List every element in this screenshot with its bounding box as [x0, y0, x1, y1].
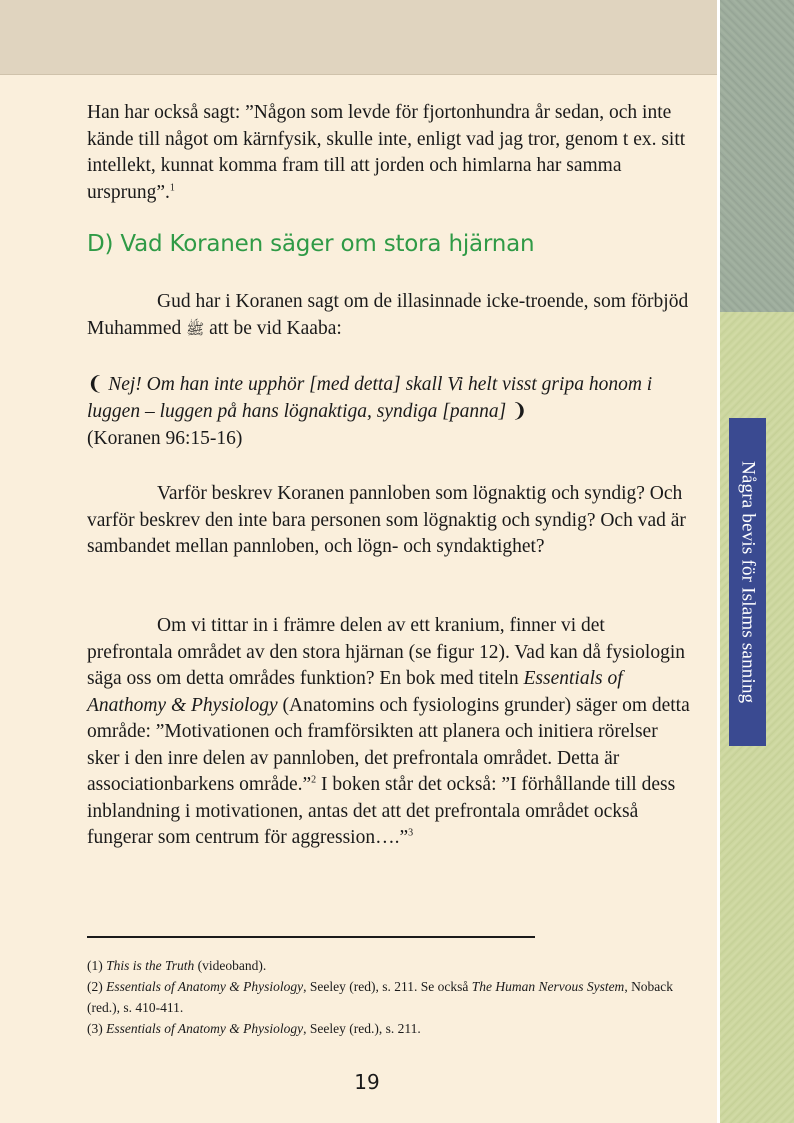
- quote-close-bracket: ❩: [511, 401, 528, 422]
- footnote-ref-3: 3: [408, 827, 414, 839]
- side-divider: [717, 0, 720, 1123]
- footnote-2-title: Essentials of Anatomy & Physiology: [106, 979, 304, 994]
- paragraph-prefrontal: [87, 613, 690, 852]
- top-band: [0, 0, 718, 75]
- quote-text: Nej! Om han inte upphör [med detta] skall Vi helt visst gripa honom i luggen – luggen på hans lögnaktiga, syndiga [panna]: [87, 374, 653, 422]
- paragraph4-part1: Om vi tittar in i främre delen av ett kranium, finner vi det prefrontala området av den stora hjärnan (se figur 12). Vad kan då fysiologin säga oss om detta områdes funktion? En bok med titeln: [87, 615, 685, 689]
- quote-open-bracket: ❨: [87, 374, 104, 395]
- chapter-side-tab: [729, 418, 766, 746]
- honorific-symbol: ﷺ: [186, 321, 205, 338]
- quote-reference: (Koranen 96:15-16): [87, 428, 243, 449]
- footnote-ref-1: 1: [169, 182, 175, 193]
- footnote-1-rest: (videoband).: [194, 958, 267, 973]
- chapter-side-tab-label: Några bevis för Islams sanning: [737, 460, 759, 704]
- footnote-3-num: (3): [87, 1021, 107, 1036]
- footnote-2-num: (2): [87, 979, 107, 994]
- footnote-ref-2: 2: [311, 774, 317, 786]
- footnote-3: [87, 1018, 697, 1039]
- paragraph-questions: Varför beskrev Koranen pannloben som lögnaktig och syndig? Och varför beskrev den inte bara personen som lögnaktig och syndig? Och vad är sambandet mellan pannloben, och lögn- och syndaktighet?: [87, 483, 686, 557]
- footnote-1-num: (1): [87, 958, 107, 973]
- quran-quote: [87, 371, 690, 452]
- paragraph2-after: att be vid Kaaba:: [204, 317, 342, 339]
- side-texture-top: [719, 0, 794, 312]
- footnote-3-rest: , Seeley (red.), s. 211.: [303, 1021, 421, 1036]
- footnote-2-rest2: , Noback (red.), s. 410-411.: [87, 979, 674, 1015]
- footnotes: [87, 955, 697, 1039]
- book-title: Essentials of Anathomy & Physiology: [87, 668, 623, 716]
- paragraph2-before: Gud har i Koranen sagt om de illasinnade icke-troende, som förbjöd Muhammed: [87, 291, 689, 339]
- footnote-1-title: This is the Truth: [106, 958, 195, 973]
- page-number: 19: [354, 1070, 380, 1094]
- paragraph-quote-nuclear: [87, 100, 690, 206]
- footnote-2: [87, 976, 697, 1018]
- footnote-2-title2: The Human Nervous System: [471, 979, 625, 994]
- section-heading: D) Vad Koranen säger om stora hjärnan: [87, 231, 535, 257]
- paragraph-intro-quote: [87, 289, 690, 343]
- footnote-1: [87, 955, 697, 976]
- footnote-divider: [87, 936, 535, 938]
- paragraph4-part2: (Anatomins och fysiologins grunder) säger om detta område: ”Motivationen och framförsikten att planera och initiera rörelser sker i den inre delen av pannloben, det prefrontala området. Detta är associationbarkens område.”: [87, 694, 690, 795]
- paragraph4-part3: I boken står det också: ”I förhållande till dess inblandning i motivationen, antas det att det prefrontala området också fungerar som centrum för aggression….”: [87, 774, 676, 848]
- footnote-2-rest: , Seeley (red), s. 211. Se också: [303, 979, 472, 994]
- paragraph1-text: Han har också sagt: ”Någon som levde för fjortonhundra år sedan, och inte kände till något om kärnfysik, skulle inte, enligt vad jag tror, genom t ex. sitt intellekt, kunnat komma fram till att jorden och himlarna har samma ursprung”.: [87, 102, 686, 203]
- footnote-3-title: Essentials of Anatomy & Physiology: [106, 1021, 304, 1036]
